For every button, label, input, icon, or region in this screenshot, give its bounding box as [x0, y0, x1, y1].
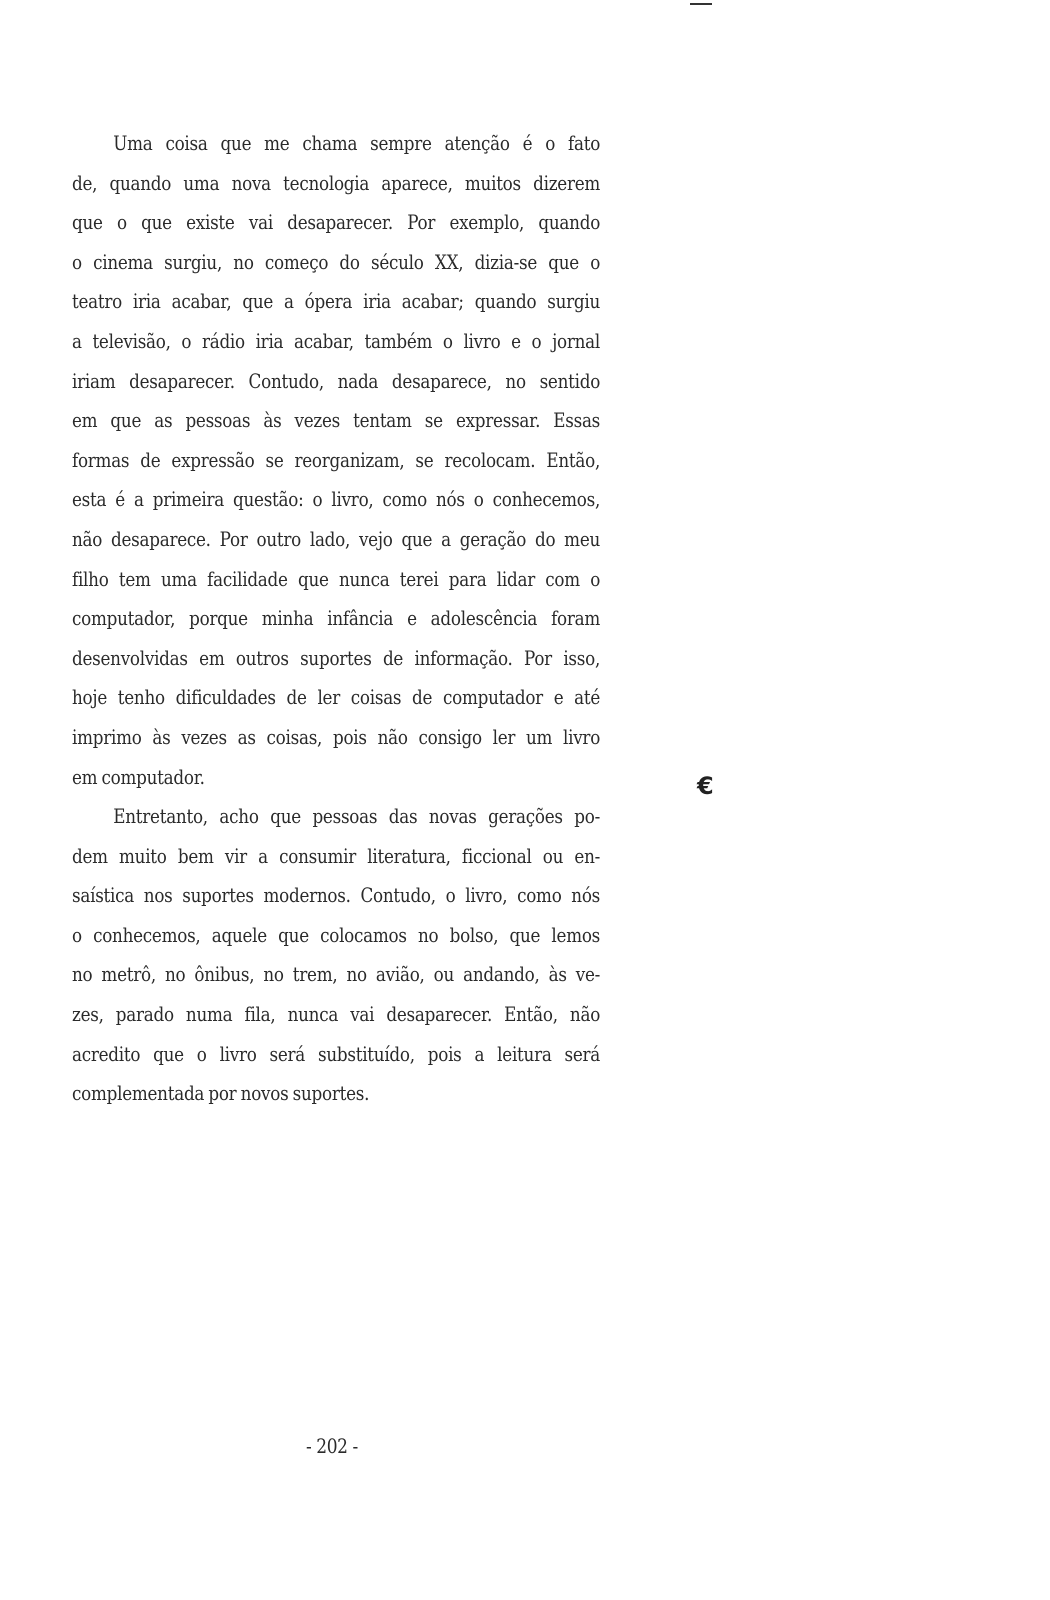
paragraph-1	[72, 124, 600, 797]
text-line: complementada por novos suportes.	[72, 1082, 370, 1106]
page-number: - 202 -	[306, 1434, 358, 1458]
text-line: que o que existe vai desaparecer. Por exemplo, quando	[72, 211, 601, 235]
text-line: acredito que o livro será substituído, pois a leitura será	[72, 1042, 601, 1066]
text-line: imprimo às vezes as coisas, pois não consigo ler um livro	[72, 725, 601, 749]
top-edge-mark	[690, 3, 712, 5]
text-line: formas de expressão se reorganizam, se recolocam. Então,	[72, 448, 601, 472]
text-line: no metrô, no ônibus, no trem, no avião, ou andando, às ve-	[72, 963, 601, 987]
text-line: desenvolvidas em outros suportes de informação. Por isso,	[72, 646, 601, 670]
text-line: filho tem uma facilidade que nunca terei para lidar com o	[72, 567, 601, 591]
text-line: em que as pessoas às vezes tentam se expressar. Essas	[72, 409, 601, 433]
paragraph-2	[72, 797, 600, 1114]
text-line: hoje tenho dificuldades de ler coisas de computador e até	[72, 686, 601, 710]
text-line: zes, parado numa fila, nunca vai desaparecer. Então, não	[72, 1003, 601, 1027]
text-line: o conhecemos, aquele que colocamos no bolso, que lemos	[72, 923, 601, 947]
text-line: de, quando uma nova tecnologia aparece, muitos dizerem	[72, 171, 601, 195]
text-line: Uma coisa que me chama sempre atenção é o fato	[113, 132, 601, 155]
text-line: teatro iria acabar, que a ópera iria acabar; quando surgiu	[72, 290, 601, 314]
text-line: esta é a primeira questão: o livro, como nós o conhecemos,	[72, 488, 601, 512]
body-text	[72, 124, 600, 1114]
text-line: em computador.	[72, 765, 205, 789]
margin-glyph: €	[697, 772, 714, 800]
text-line: a televisão, o rádio iria acabar, também o livro e o jornal	[72, 329, 601, 353]
text-line: saística nos suportes modernos. Contudo, o livro, como nós	[72, 884, 601, 908]
text-line: computador, porque minha infância e adolescência foram	[72, 607, 601, 631]
text-line: Entretanto, acho que pessoas das novas gerações po-	[113, 805, 601, 829]
text-line: não desaparece. Por outro lado, vejo que a geração do meu	[72, 527, 601, 551]
text-line: o cinema surgiu, no começo do século XX, dizia-se que o	[72, 250, 601, 274]
text-line: dem muito bem vir a consumir literatura, ficcional ou en-	[72, 844, 601, 868]
text-line: iriam desaparecer. Contudo, nada desaparece, no sentido	[72, 369, 601, 393]
